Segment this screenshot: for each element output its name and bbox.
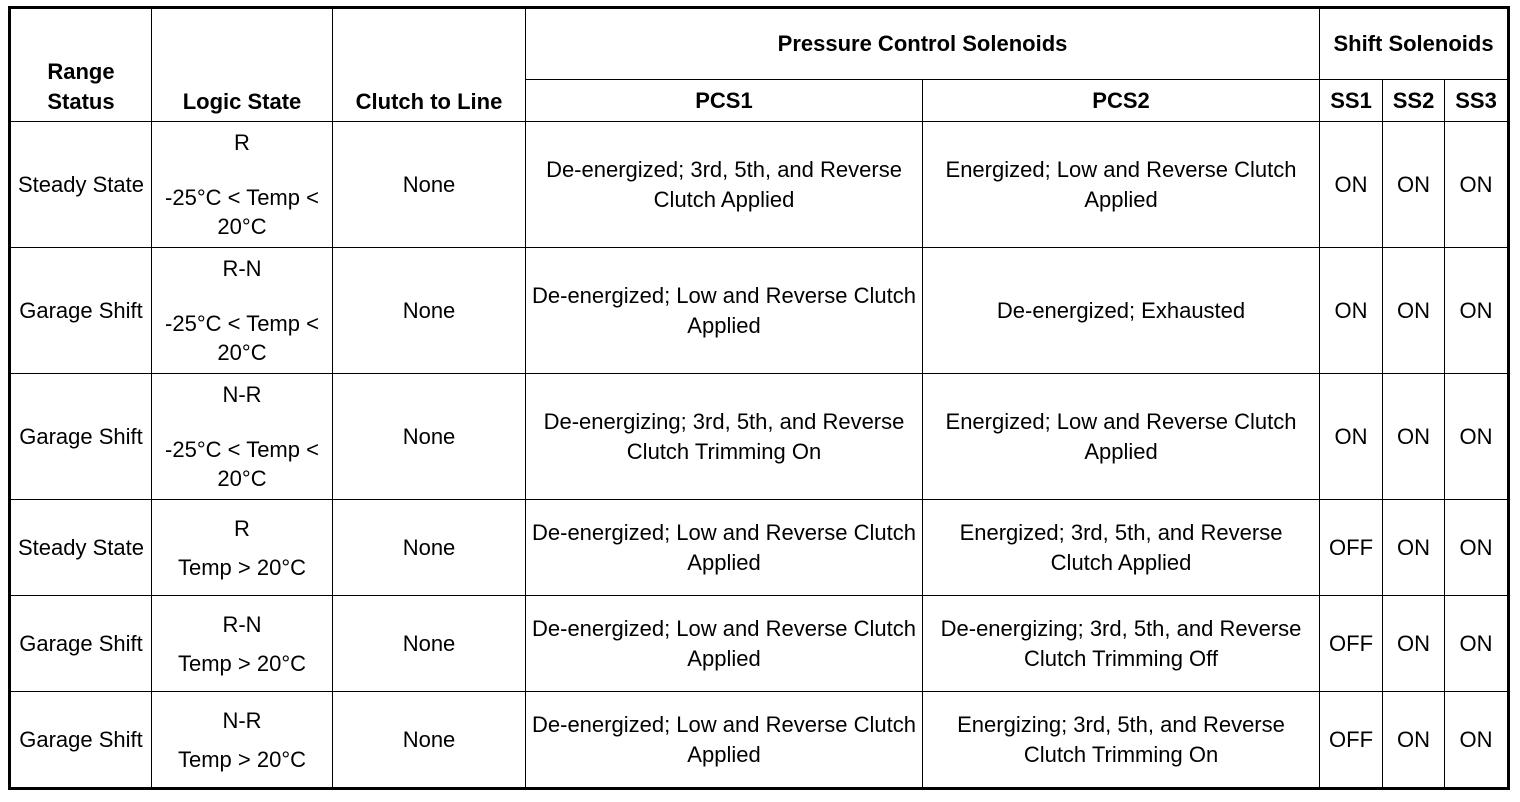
pcs2-cell: De-energizing; 3rd, 5th, and Reverse Clutch Trimming Off — [923, 596, 1320, 692]
pcs1-cell: De-energized; Low and Reverse Clutch Applied — [526, 500, 923, 596]
ss3-cell: ON — [1445, 500, 1509, 596]
ss1-cell: ON — [1320, 248, 1383, 374]
logic-state-cell — [152, 122, 333, 248]
ss3-cell: ON — [1445, 122, 1509, 248]
logic-range: R-N — [222, 611, 262, 637]
ss2-cell: ON — [1383, 500, 1445, 596]
logic-temp: -25°C < Temp < 20°C — [165, 437, 319, 491]
table-row — [10, 692, 1509, 789]
clutch-to-line-cell: None — [333, 500, 526, 596]
header-pressure-control-solenoids: Pressure Control Solenoids — [526, 8, 1320, 80]
logic-range: N-R — [222, 382, 262, 407]
header-pcs2: PCS2 — [923, 80, 1320, 122]
ss1-cell: OFF — [1320, 596, 1383, 692]
logic-temp: Temp > 20°C — [177, 554, 307, 580]
pcs1-cell: De-energizing; 3rd, 5th, and Reverse Clutch Trimming On — [526, 374, 923, 500]
table-row — [10, 596, 1509, 692]
ss2-cell: ON — [1383, 596, 1445, 692]
header-ss1: SS1 — [1320, 80, 1383, 122]
header-ss3: SS3 — [1445, 80, 1509, 122]
ss2-cell: ON — [1383, 248, 1445, 374]
clutch-to-line-cell: None — [333, 122, 526, 248]
pcs1-cell: De-energized; 3rd, 5th, and Reverse Clutch Applied — [526, 122, 923, 248]
logic-range: N-R — [222, 707, 262, 733]
logic-range: R — [234, 515, 250, 541]
logic-range: R-N — [222, 256, 262, 281]
pcs2-cell: Energized; Low and Reverse Clutch Applied — [923, 122, 1320, 248]
solenoid-table-container — [8, 6, 1510, 790]
ss2-cell: ON — [1383, 122, 1445, 248]
range-status-cell: Steady State — [10, 122, 152, 248]
logic-state-cell — [152, 248, 333, 374]
pcs2-cell: De-energized; Exhausted — [923, 248, 1320, 374]
pcs1-cell: De-energized; Low and Reverse Clutch Applied — [526, 248, 923, 374]
clutch-to-line-cell: None — [333, 596, 526, 692]
pcs1-cell: De-energized; Low and Reverse Clutch Applied — [526, 692, 923, 789]
range-status-cell: Garage Shift — [10, 248, 152, 374]
range-status-cell: Garage Shift — [10, 692, 152, 789]
header-pcs1: PCS1 — [526, 80, 923, 122]
logic-range: R — [234, 130, 250, 155]
clutch-to-line-cell: None — [333, 692, 526, 789]
logic-temp: Temp > 20°C — [177, 746, 307, 772]
range-status-cell: Steady State — [10, 500, 152, 596]
ss1-cell: ON — [1320, 374, 1383, 500]
ss1-cell: OFF — [1320, 692, 1383, 789]
logic-temp: -25°C < Temp < 20°C — [165, 311, 319, 365]
pcs2-cell: Energized; 3rd, 5th, and Reverse Clutch Applied — [923, 500, 1320, 596]
header-range-status: Range Status — [10, 8, 152, 122]
table-row — [10, 374, 1509, 500]
ss3-cell: ON — [1445, 692, 1509, 789]
table-row — [10, 248, 1509, 374]
ss3-cell: ON — [1445, 596, 1509, 692]
logic-state-cell — [152, 374, 333, 500]
logic-state-cell — [152, 692, 333, 789]
logic-state-cell — [152, 596, 333, 692]
ss1-cell: ON — [1320, 122, 1383, 248]
logic-state-cell — [152, 500, 333, 596]
ss2-cell: ON — [1383, 692, 1445, 789]
clutch-to-line-cell: None — [333, 374, 526, 500]
pcs2-cell: Energizing; 3rd, 5th, and Reverse Clutch Trimming On — [923, 692, 1320, 789]
ss3-cell: ON — [1445, 374, 1509, 500]
range-status-cell: Garage Shift — [10, 596, 152, 692]
header-logic-state: Logic State — [152, 8, 333, 122]
pcs1-cell: De-energized; Low and Reverse Clutch Applied — [526, 596, 923, 692]
ss3-cell: ON — [1445, 248, 1509, 374]
table-row — [10, 122, 1509, 248]
table-row — [10, 500, 1509, 596]
logic-temp: Temp > 20°C — [177, 650, 307, 676]
header-clutch-to-line: Clutch to Line — [333, 8, 526, 122]
logic-temp: -25°C < Temp < 20°C — [165, 185, 319, 239]
ss1-cell: OFF — [1320, 500, 1383, 596]
range-status-cell: Garage Shift — [10, 374, 152, 500]
pcs2-cell: Energized; Low and Reverse Clutch Applied — [923, 374, 1320, 500]
ss2-cell: ON — [1383, 374, 1445, 500]
header-ss2: SS2 — [1383, 80, 1445, 122]
solenoid-state-table — [8, 6, 1510, 790]
header-shift-solenoids: Shift Solenoids — [1320, 8, 1509, 80]
clutch-to-line-cell: None — [333, 248, 526, 374]
